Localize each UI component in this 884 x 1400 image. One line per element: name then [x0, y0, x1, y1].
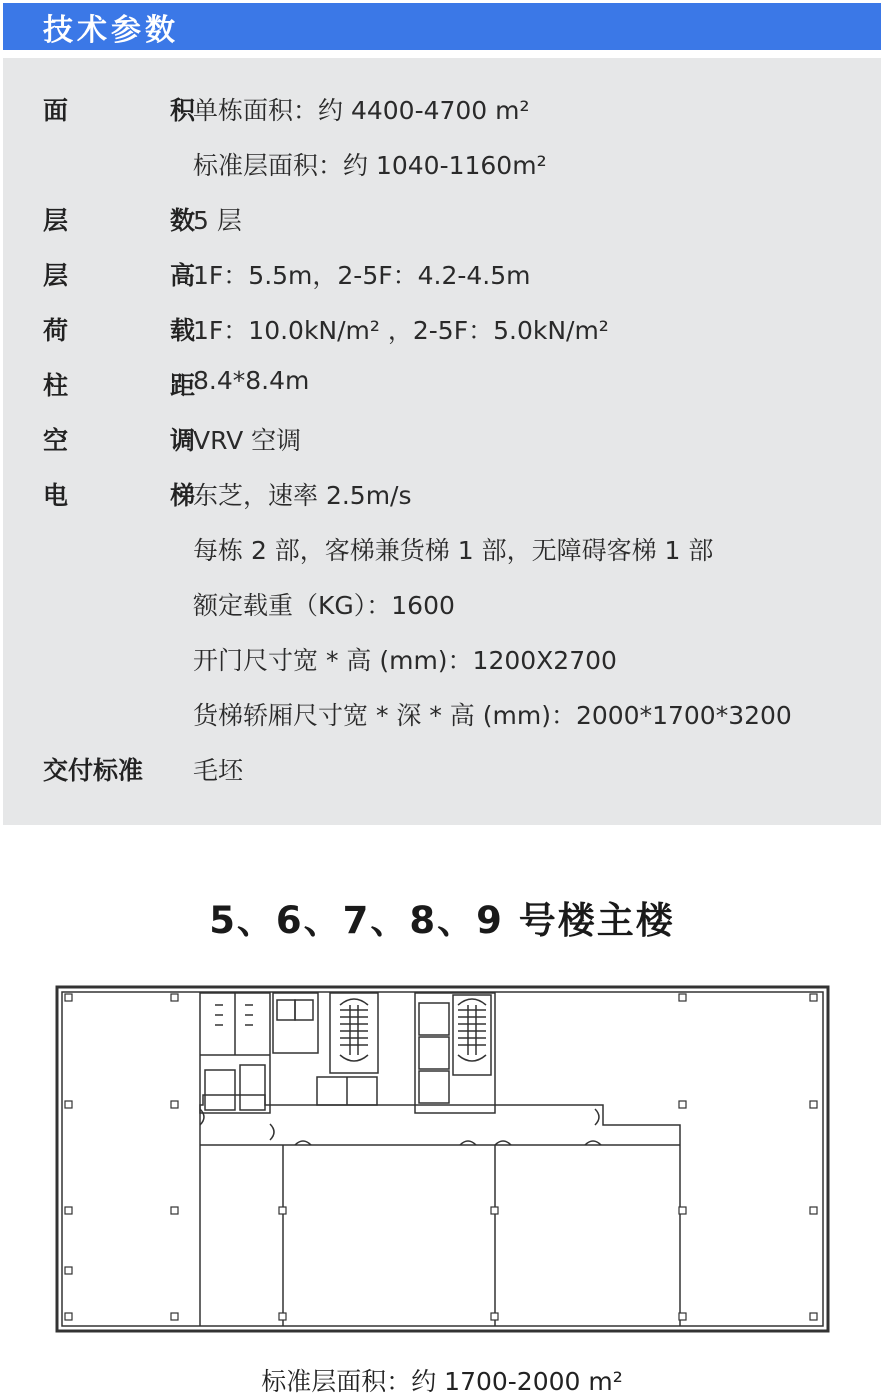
- label-char: 数: [169, 206, 195, 235]
- spec-row-elevator-3: [43, 584, 455, 624]
- spec-value: 毛坯: [193, 756, 244, 785]
- spec-label: [43, 421, 195, 457]
- spec-label: [43, 256, 195, 292]
- plan-caption: 标准层面积：约 1700-2000 m²: [261, 1367, 623, 1396]
- spec-label: [43, 751, 195, 787]
- spec-row-delivery: [43, 749, 244, 789]
- spec-label: [43, 311, 195, 347]
- label-text: 交付标准: [43, 756, 144, 785]
- label-char: 层: [43, 206, 69, 235]
- label-char: 层: [43, 261, 69, 290]
- spec-value: 5 层: [193, 206, 242, 235]
- spec-value: 额定载重（KG）：1600: [193, 591, 455, 620]
- header-strip: [3, 3, 881, 50]
- label-char: 面: [43, 96, 69, 125]
- spec-row-column-grid: [43, 364, 310, 404]
- spec-label: [43, 201, 195, 237]
- plan-title: 5、6、7、8、9 号楼主楼: [209, 899, 675, 942]
- label-char: 荷: [43, 316, 69, 345]
- label-char: 距: [169, 371, 195, 400]
- spec-value: 标准层面积：约 1040-1160m²: [193, 151, 547, 180]
- spec-value: 1F：10.0kN/m² ，2-5F：5.0kN/m²: [193, 316, 609, 345]
- spec-row-elevator: [43, 474, 412, 514]
- spec-value: 每栋 2 部，客梯兼货梯 1 部，无障碍客梯 1 部: [193, 536, 714, 565]
- label-char: 积: [169, 96, 195, 125]
- spec-label: [43, 476, 195, 512]
- spec-row-elevator-4: [43, 639, 617, 679]
- label-char: 柱: [43, 371, 69, 400]
- label-char: 高: [169, 261, 195, 290]
- section-title: 技术参数: [43, 13, 179, 48]
- floor-plan-image: [55, 985, 830, 1333]
- spec-value: 东芝，速率 2.5m/s: [193, 481, 412, 510]
- spec-label: [43, 91, 195, 127]
- spec-row-elevator-2: [43, 529, 714, 569]
- label-char: 调: [169, 426, 195, 455]
- spec-row-height: [43, 254, 531, 294]
- spec-row-area: [43, 89, 530, 129]
- spec-row-load: [43, 309, 609, 349]
- spec-value: 货梯轿厢尺寸宽 * 深 * 高 (mm)：2000*1700*3200: [193, 701, 792, 730]
- spec-row-aircon: [43, 419, 302, 459]
- spec-value: 开门尺寸宽 * 高 (mm)：1200X2700: [193, 646, 617, 675]
- spec-row-area-2: [43, 144, 547, 184]
- label-char: 载: [169, 316, 195, 345]
- spec-value: VRV 空调: [193, 426, 302, 455]
- spec-value: 1F：5.5m，2-5F：4.2-4.5m: [193, 261, 531, 290]
- specs-panel: [3, 58, 881, 825]
- section-header: [0, 0, 884, 52]
- spec-label: [43, 366, 195, 402]
- spec-row-elevator-5: [43, 694, 792, 734]
- spec-row-floors: [43, 199, 242, 239]
- label-char: 电: [43, 481, 69, 510]
- spec-value: 8.4*8.4m: [193, 366, 310, 395]
- label-char: 梯: [169, 481, 195, 510]
- label-char: 空: [43, 426, 69, 455]
- spec-value: 单栋面积：约 4400-4700 m²: [193, 96, 530, 125]
